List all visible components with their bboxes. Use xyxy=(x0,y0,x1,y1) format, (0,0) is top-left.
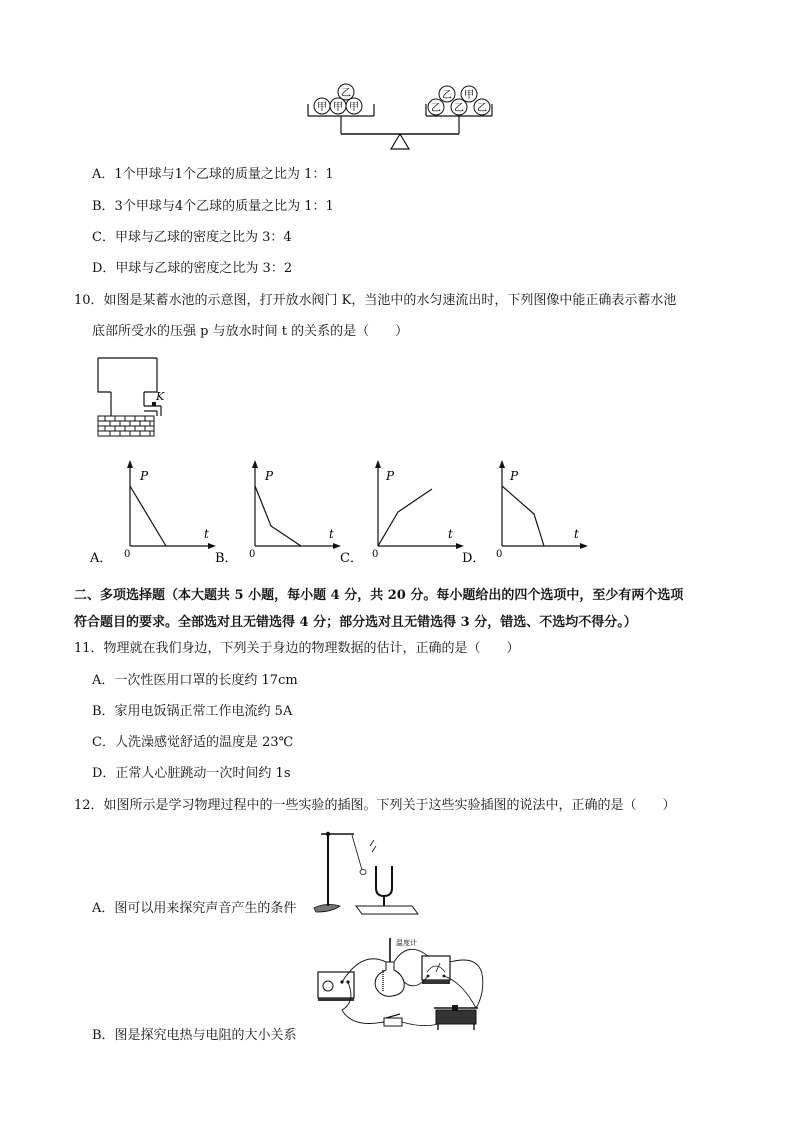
ball-label: 乙 xyxy=(431,103,441,114)
tuning-fork-figure xyxy=(312,826,422,918)
q9-option-d[interactable]: D．甲球与乙球的密度之比为 3：2 xyxy=(92,261,293,276)
graph-option-label: B． xyxy=(215,551,238,566)
curve xyxy=(502,486,544,546)
ball-label: 甲 xyxy=(333,102,343,113)
graph-option-label: C． xyxy=(340,551,363,566)
origin-label: 0 xyxy=(124,549,131,560)
right-balls xyxy=(428,86,490,115)
reservoir-figure xyxy=(95,356,175,440)
q11-option-d[interactable]: D．正常人心脏跳动一次时间约 1s xyxy=(92,766,291,781)
axis-x-label: t xyxy=(448,527,453,541)
graph-option-label: A． xyxy=(90,551,113,566)
ball-jia xyxy=(461,86,477,102)
q12-option-a[interactable]: A．图可以用来探究声音产生的条件 xyxy=(92,901,297,916)
origin-label: 0 xyxy=(496,549,503,560)
q12-option-b[interactable]: B．图是探究电热与电阻的大小关系 xyxy=(92,1028,297,1043)
ball-label: 乙 xyxy=(454,103,464,114)
q9-option-a[interactable]: A．1个甲球与1个乙球的质量之比为 1：1 xyxy=(92,167,334,182)
ball-jia xyxy=(330,98,346,114)
electric-heat-figure xyxy=(312,932,492,1040)
q11-option-b[interactable]: B．家用电饭锅正常工作电流约 5A xyxy=(92,704,293,719)
ball-label: 甲 xyxy=(349,102,359,113)
left-balls xyxy=(314,84,362,114)
curve xyxy=(378,489,432,546)
ball-yi xyxy=(474,99,490,115)
ball-label: 甲 xyxy=(317,102,327,113)
axis-y-label: P xyxy=(386,469,395,483)
axis-x-label: t xyxy=(574,527,579,541)
thermometer-label: 温度计 xyxy=(396,939,417,947)
ball-label: 乙 xyxy=(341,88,351,99)
axis-x-label: t xyxy=(204,527,209,541)
ball-jia xyxy=(346,98,362,114)
q11-option-c[interactable]: C．人洗澡感觉舒适的温度是 23℃ xyxy=(92,735,294,750)
q10-graph-d[interactable] xyxy=(462,458,592,568)
axis-x-label: t xyxy=(329,527,334,541)
curve xyxy=(255,486,301,546)
balance-figure xyxy=(300,82,500,152)
ball-label: 乙 xyxy=(477,103,487,114)
valve-k-label: K xyxy=(156,390,165,403)
ball-label: 甲 xyxy=(464,90,474,101)
q11-stem: 11．物理就在我们身边，下列关于身边的物理数据的估计，正确的是（ ） xyxy=(74,641,520,656)
ball-yi xyxy=(451,99,467,115)
axis-y-label: P xyxy=(140,469,149,483)
q10-graph-a[interactable] xyxy=(90,458,220,568)
curve xyxy=(130,486,166,546)
q9-option-c[interactable]: C．甲球与乙球的密度之比为 3：4 xyxy=(92,230,292,245)
axis-y-label: P xyxy=(265,469,274,483)
q10-graph-b[interactable] xyxy=(215,458,345,568)
origin-label: 0 xyxy=(372,549,379,560)
q11-option-a[interactable]: A．一次性医用口罩的长度约 17cm xyxy=(92,673,298,688)
q10-stem-line2: 底部所受水的压强 p 与放水时间 t 的关系的是（ ） xyxy=(92,324,409,339)
axis-y-label: P xyxy=(510,469,519,483)
origin-label: 0 xyxy=(249,549,256,560)
ball-jia xyxy=(314,98,330,114)
ball-label: 乙 xyxy=(442,90,452,101)
q12-stem: 12．如图所示是学习物理过程中的一些实验的插图。下列关于这些实验插图的说法中，正确的是（ ） xyxy=(74,798,676,813)
q9-option-b[interactable]: B．3个甲球与4个乙球的质量之比为 1：1 xyxy=(92,199,334,214)
ball-yi xyxy=(428,99,444,115)
q10-graph-c[interactable] xyxy=(340,458,470,568)
ball-yi xyxy=(338,84,354,100)
ball-yi xyxy=(439,86,455,102)
graph-option-label: D． xyxy=(462,551,486,566)
section2-header-line1: 二、多项选择题（本大题共 5 小题，每小题 4 分，共 20 分。每小题给出的四个选项中，至少有两个选项 xyxy=(74,588,684,603)
section2-header-line2: 符合题目的要求。全部选对且无错选得 4 分；部分选对且无错选得 3 分，错选、不选均不得分。） xyxy=(74,615,637,630)
q10-stem-line1: 10．如图是某蓄水池的示意图，打开放水阀门 K，当池中的水匀速流出时，下列图像中能正确表示蓄水池 xyxy=(74,293,677,308)
